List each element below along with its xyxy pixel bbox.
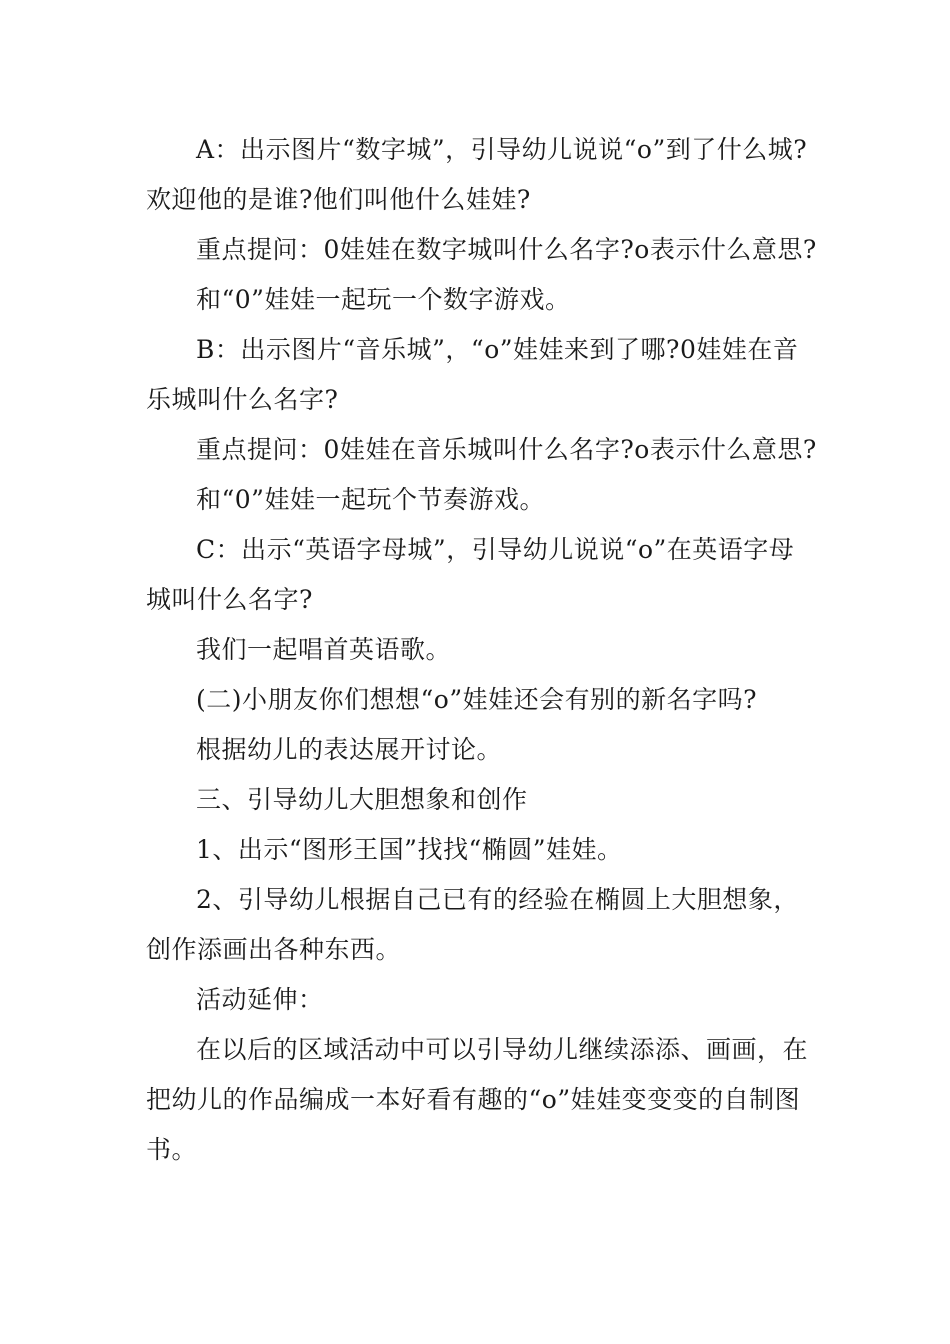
paragraph-key-question-number-city: 重点提问：0娃娃在数字城叫什么名字?o表示什么意思? (196, 235, 817, 264)
paragraph-step-two: 2、引导幼儿根据自己已有的经验在椭圆上大胆想象，创作添画出各种东西。 (146, 885, 799, 964)
paragraph-rhythm-game: 和“0”娃娃一起玩个节奏游戏。 (196, 485, 545, 514)
paragraph-section-two-question: (二)小朋友你们想想“o”娃娃还会有别的新名字吗? (196, 685, 758, 714)
paragraph-activity-extension: 在以后的区域活动中可以引导幼儿继续添添、画画，在把幼儿的作品编成一本好看有趣的“o”娃娃变变变的自制图书。 (146, 1035, 809, 1164)
paragraph-key-question-music-city: 重点提问：0娃娃在音乐城叫什么名字?o表示什么意思? (196, 435, 817, 464)
paragraph-b-music-city: B：出示图片“音乐城”，“o”娃娃来到了哪?0娃娃在音乐城叫什么名字? (146, 335, 799, 414)
paragraph-a-number-city: A：出示图片“数字城”，引导幼儿说说“o”到了什么城?欢迎他的是谁?他们叫他什么娃娃? (146, 135, 808, 214)
paragraph-number-game: 和“0”娃娃一起玩一个数字游戏。 (196, 285, 571, 314)
section-heading-three: 三、引导幼儿大胆想象和创作 (196, 785, 528, 814)
paragraph-discussion: 根据幼儿的表达展开讨论。 (196, 735, 503, 764)
heading-activity-extension: 活动延伸： (196, 985, 324, 1014)
paragraph-english-song: 我们一起唱首英语歌。 (196, 635, 452, 664)
paragraph-c-alphabet-city: C：出示“英语字母城”，引导幼儿说说“o”在英语字母城叫什么名字? (146, 535, 795, 614)
paragraph-step-one: 1、出示“图形王国”找找“椭圆”娃娃。 (196, 835, 623, 864)
